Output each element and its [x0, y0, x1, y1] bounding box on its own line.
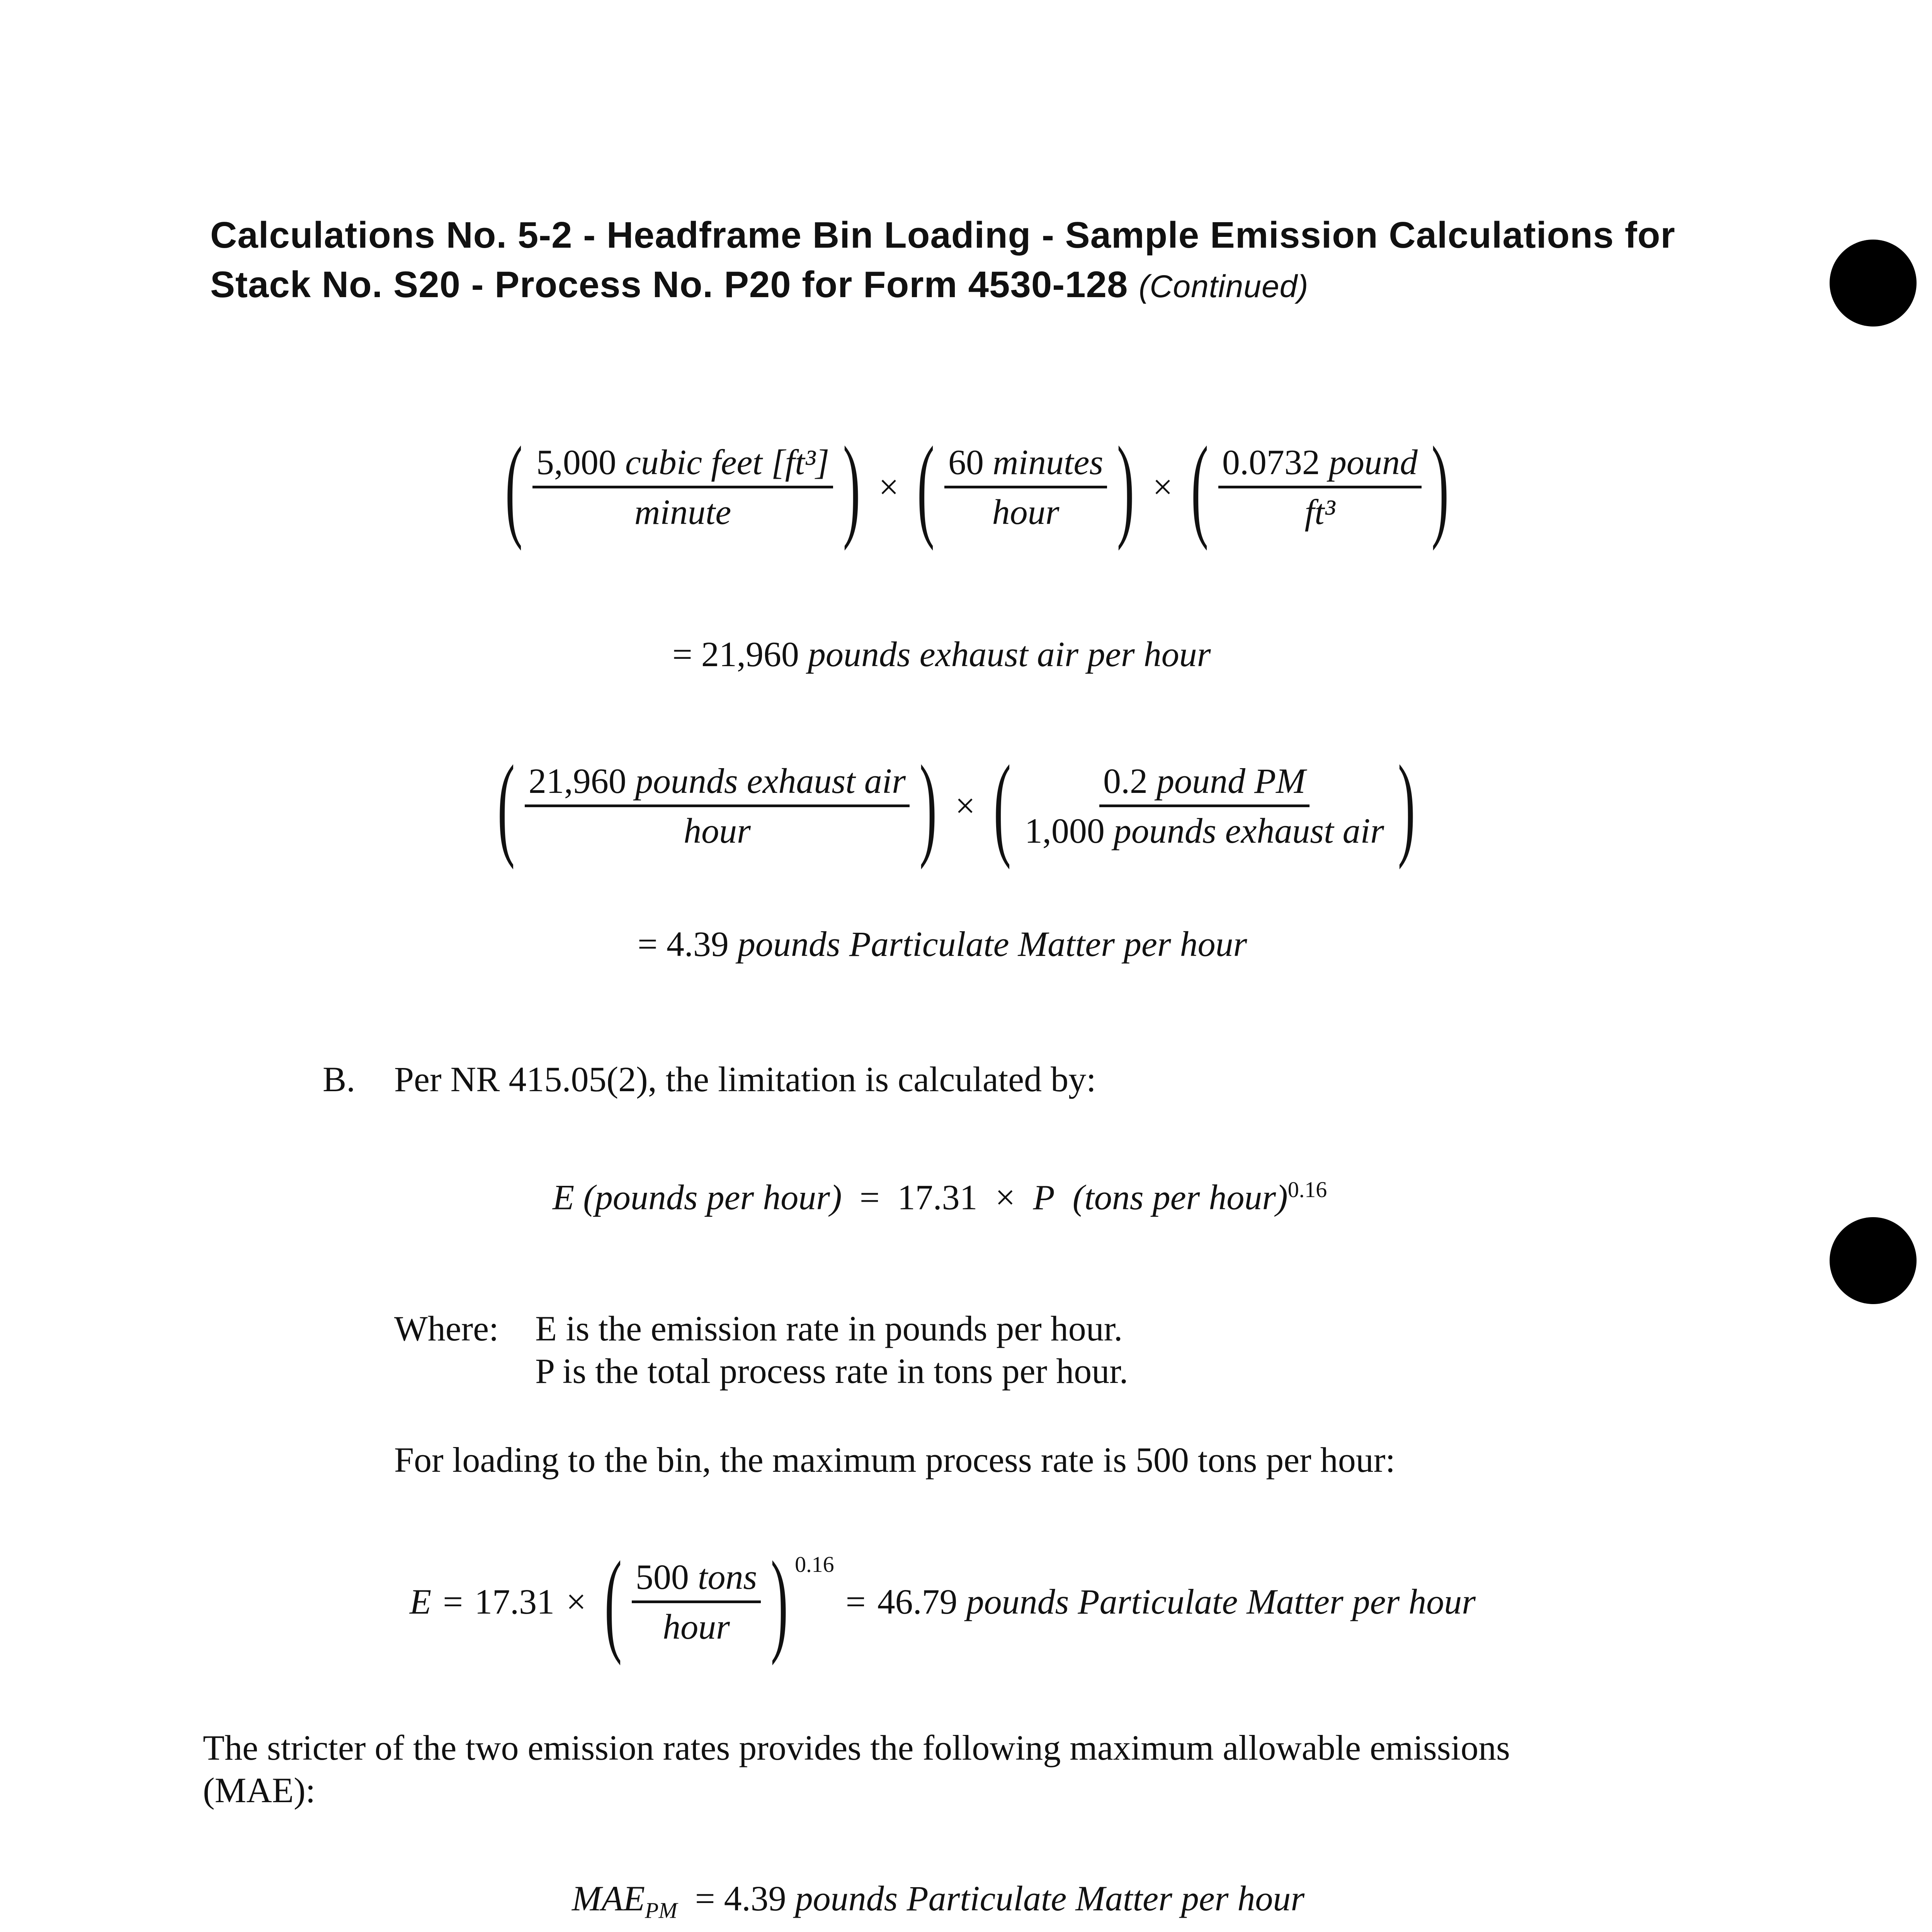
value: 21,960 — [528, 761, 626, 801]
unit: cubic feet — [625, 442, 762, 482]
title-line-2 — [210, 260, 1756, 311]
equation-limitation — [553, 1177, 1327, 1218]
stricter-line-1: The stricter of the two emission rates provides the following maximum allowable emissions — [203, 1728, 1510, 1767]
punch-hole-top — [1830, 240, 1917, 327]
value: 1,000 — [1024, 811, 1105, 850]
times-sign: × — [566, 1582, 586, 1621]
where-line-2: P is the total process rate in tons per hour. — [535, 1351, 1128, 1391]
value: 21,960 — [701, 634, 799, 674]
title-line-2-text: Stack No. S20 - Process No. P20 for Form 4530-128 — [210, 264, 1128, 305]
unit-symbol: [ft³] — [771, 442, 830, 482]
result-exhaust-air — [672, 634, 1211, 675]
unit: (pounds per hour) — [583, 1177, 842, 1217]
fraction-pm-factor: ( $\frac{\text{0.2 pound PM}}{\text{1,000 pounds exhaust air}}$ ) — [993, 742, 1415, 870]
unit: pounds Particulate Matter per hour — [966, 1582, 1476, 1621]
fraction-density: ( $\frac{\text{0.0732 pound}}{\text{ft³}}$ ) — [1191, 423, 1449, 551]
unit: hour — [663, 1607, 730, 1646]
times-sign: × — [1153, 467, 1173, 507]
fraction-exhaust-per-hour: ( $\frac{\text{21,960 pounds exhaust air}}{\text{hour}}$ ) — [497, 742, 937, 870]
variable-e: E — [410, 1582, 432, 1621]
unit: minute — [634, 492, 731, 532]
value: 4.39 — [666, 924, 729, 964]
value: 5,000 — [536, 442, 616, 482]
unit: pounds exhaust air — [1113, 811, 1384, 850]
equals-sign: = — [695, 1879, 715, 1918]
coefficient: 17.31 — [897, 1177, 978, 1217]
unit: hour — [684, 811, 751, 850]
equation-pm-emission — [491, 742, 1422, 870]
value: 60 — [948, 442, 984, 482]
value: 500 — [635, 1557, 689, 1597]
value: 0.2 — [1103, 761, 1148, 801]
punch-hole-middle — [1830, 1217, 1917, 1304]
unit: pounds exhaust air — [635, 761, 906, 801]
unit: minutes — [992, 442, 1104, 482]
unit: pound PM — [1156, 761, 1306, 801]
value: 4.39 — [724, 1879, 786, 1918]
where-line-1: E is the emission rate in pounds per hour. — [535, 1309, 1123, 1348]
equation-bin-limit — [410, 1537, 1476, 1666]
equals-sign: = — [859, 1177, 880, 1217]
variable-p: P — [1033, 1177, 1055, 1217]
fraction-tons-per-hour: ( $\frac{\text{500 tons}}{\text{hour}}$ ) — [604, 1537, 788, 1666]
equals-sign: = — [443, 1582, 463, 1621]
result-pm-per-hour — [638, 923, 1247, 964]
unit: pounds exhaust air per hour — [808, 634, 1211, 674]
coefficient: 17.31 — [474, 1582, 555, 1621]
section-b-label: B. — [323, 1060, 355, 1099]
unit: ft³ — [1304, 492, 1335, 532]
loading-text: For loading to the bin, the maximum process rate is 500 tons per hour: — [394, 1440, 1395, 1480]
unit: tons — [697, 1557, 757, 1597]
equals-sign: = — [845, 1582, 866, 1621]
unit: pounds Particulate Matter per hour — [737, 924, 1247, 964]
subscript: PM — [645, 1898, 677, 1923]
where-label: Where: — [394, 1309, 499, 1348]
equals-sign: = — [672, 634, 692, 674]
equation-exhaust-air — [498, 423, 1456, 551]
title-line-1: Calculations No. 5-2 - Headframe Bin Loading - Sample Emission Calculations for — [210, 214, 1675, 256]
mae-label: MAE — [572, 1879, 645, 1918]
stricter-line-2: (MAE): — [203, 1770, 316, 1810]
times-sign: × — [955, 786, 975, 825]
equals-sign: = — [638, 924, 658, 964]
fraction-cfm: ( $\frac{\text{5,000 cubic feet [ft³]}}{\text{minute}}$ ) — [505, 423, 861, 551]
unit: pounds Particulate Matter per hour — [795, 1879, 1305, 1918]
exponent: 0.16 — [1287, 1177, 1327, 1202]
times-sign: × — [879, 467, 899, 507]
unit: (tons per hour) — [1072, 1177, 1288, 1217]
unit: hour — [992, 492, 1060, 532]
mae-pm-line — [572, 1878, 1304, 1923]
variable-e: E — [553, 1177, 575, 1217]
section-b-text: Per NR 415.05(2), the limitation is calculated by: — [394, 1060, 1096, 1099]
fraction-minutes-per-hour: ( $\frac{\text{60 minutes}}{\text{hour}}$ ) — [917, 423, 1134, 551]
page-title — [210, 211, 1756, 311]
times-sign: × — [995, 1177, 1015, 1217]
value: 46.79 — [877, 1582, 957, 1621]
exponent: 0.16 — [795, 1552, 834, 1577]
unit: pound — [1328, 442, 1418, 482]
value: 0.0732 — [1222, 442, 1320, 482]
continued-label: (Continued) — [1139, 269, 1309, 304]
